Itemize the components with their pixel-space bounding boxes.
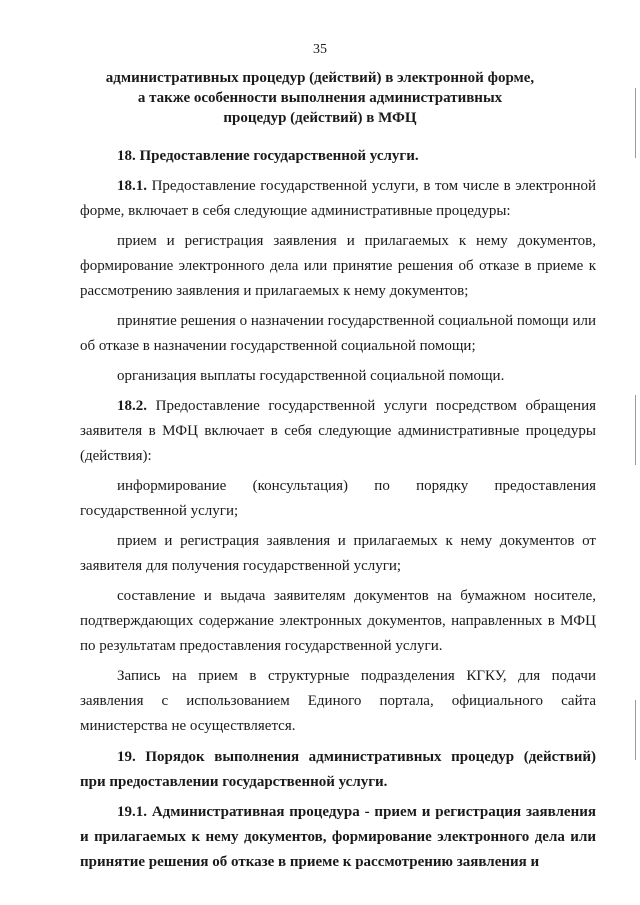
section-18-title: 18. Предоставление государственной услуги. <box>117 148 419 164</box>
scan-edge-mark <box>635 700 636 760</box>
procedure-item-1: прием и регистрация заявления и прилагаемых к нему документов, формирование электронного дела или принятие решения об отказе в приеме к рассмотрению заявления и прилагаемых к нему документов; <box>80 233 596 299</box>
procedure-item-5: прием и регистрация заявления и прилагаемых к нему документов от заявителя для получения государственной услуги; <box>80 533 596 574</box>
heading-line-2: а также особенности выполнения административных <box>137 90 503 106</box>
procedure-item-2: принятие решения о назначении государственной социальной помощи или об отказе в назначении государственной социальной помощи; <box>80 313 596 354</box>
paragraph-19-1: 19.1. Административная процедура - прием и регистрация заявления и прилагаемых к нему документов, формирование электронного дела или принятие решения об отказе в приеме к рассмотрению заявления и <box>80 804 596 870</box>
scan-edge-mark <box>635 88 636 158</box>
paragraph-18-1 <box>80 174 596 224</box>
heading-line-3: процедур (действий) в МФЦ <box>223 110 417 126</box>
document-body <box>80 140 596 875</box>
procedure-item-4: информирование (консультация) по порядку предоставления государственной услуги; <box>80 478 596 519</box>
paragraph-number: 18.2. <box>117 398 147 414</box>
procedure-item-3: организация выплаты государственной социальной помощи. <box>117 368 505 384</box>
paragraph-text: Предоставление государственной услуги, в том числе в электронной форме, включает в себя следующие административные процедуры: <box>80 178 596 219</box>
paragraph-18-2 <box>80 394 596 469</box>
paragraph-number: 18.1. <box>117 178 147 194</box>
procedure-item-6: составление и выдача заявителям документов на бумажном носителе, подтверждающих содержание электронных документов, направленных в МФЦ по результатам предоставления государственной услуги. <box>80 588 596 654</box>
scan-edge-mark <box>635 395 636 465</box>
appointment-note: Запись на прием в структурные подразделения КГКУ, для подачи заявления с использованием Единого портала, официального сайта министерства не осуществляется. <box>80 668 596 734</box>
section-heading <box>90 68 550 128</box>
section-19-title: 19. Порядок выполнения административных процедур (действий) при предоставлении государственной услуги. <box>80 749 596 790</box>
paragraph-text: Предоставление государственной услуги посредством обращения заявителя в МФЦ включает в себя следующие административные процедуры (действия): <box>80 398 596 464</box>
page-number: 35 <box>313 42 327 57</box>
heading-line-1: административных процедур (действий) в электронной форме, <box>105 70 535 86</box>
